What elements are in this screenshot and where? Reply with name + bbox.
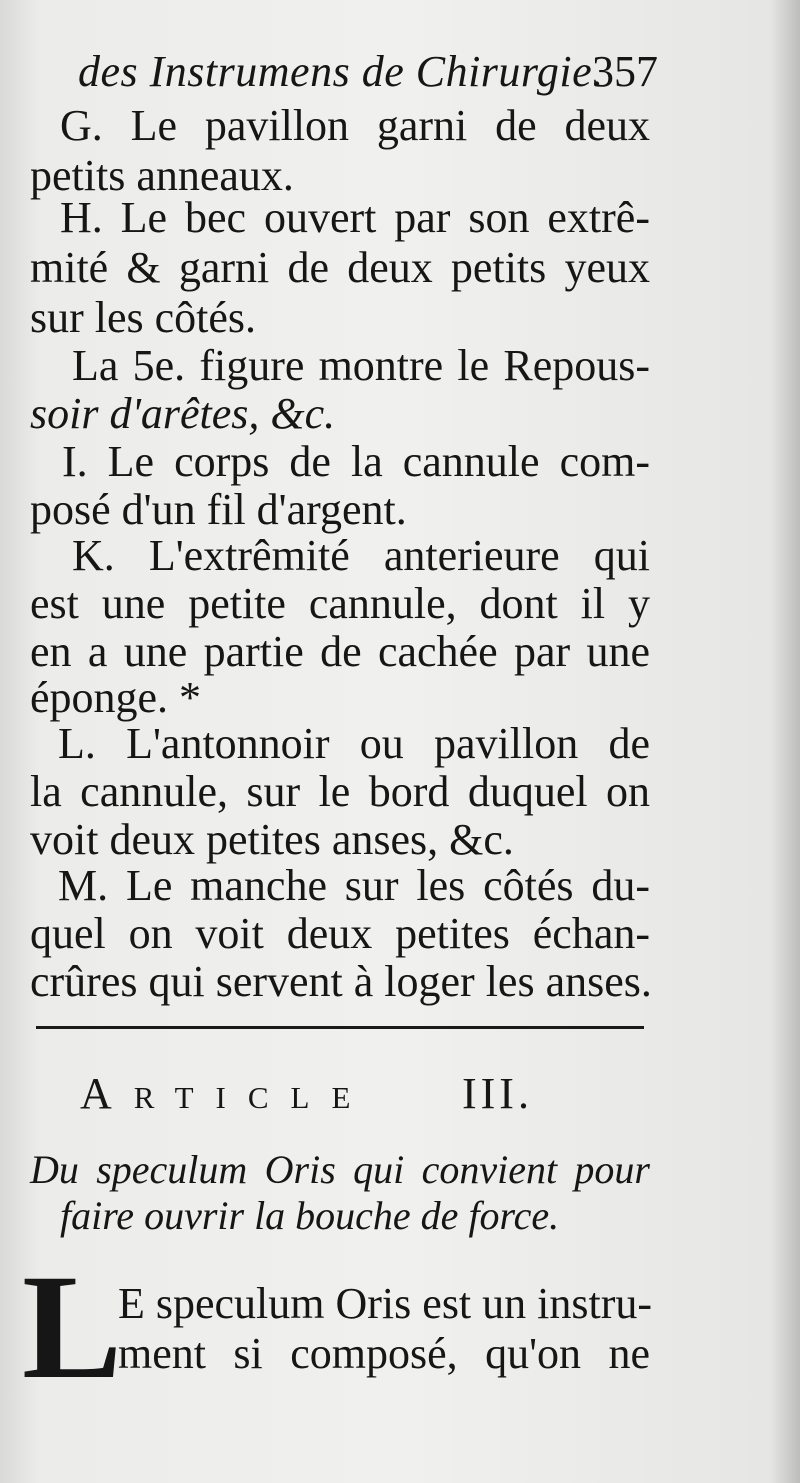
text-line: La 5e. figure montre le Repous- (72, 341, 650, 390)
page-number: 357 (592, 47, 658, 96)
text-line: petits anneaux. (30, 151, 294, 200)
text-line: soir d'arêtes, &c. (30, 389, 336, 438)
text-line: G. Le pavillon garni de deux (60, 101, 650, 150)
article-subtitle-line: faire ouvrir la bouche de force. (60, 1193, 560, 1238)
article-number: III. (462, 1069, 533, 1118)
text-line: posé d'un fil d'argent. (30, 485, 407, 534)
horizontal-rule (36, 1026, 644, 1029)
text-line: L. L'antonnoir ou pavillon de (58, 719, 650, 768)
text-line: quel on voit deux petites échan- (30, 909, 650, 958)
text-line: sur les côtés. (30, 293, 257, 342)
text-line: M. Le manche sur les côtés du- (58, 861, 650, 910)
text-line: H. Le bec ouvert par son extrê- (60, 193, 650, 242)
text-line: E speculum Oris est un instru- (118, 1279, 653, 1328)
text-line: ment si composé, qu'on ne (118, 1329, 650, 1378)
text-line: voit deux petites anses, &c. (30, 815, 514, 864)
text-line: K. L'extrêmité anterieure qui (72, 531, 650, 580)
running-title: des Instrumens de Chirurgie. (78, 47, 604, 96)
text-line: éponge. * (30, 673, 202, 722)
drop-cap: L (22, 1244, 123, 1410)
article-subtitle-line: Du speculum Oris qui convient pour (30, 1147, 650, 1192)
text-line: crûres qui servent à loger les anses. (30, 957, 652, 1006)
text-line: I. Le corps de la cannule com- (62, 437, 650, 486)
page-header (78, 44, 658, 100)
article-heading: Article (80, 1069, 373, 1118)
text-line: en a une partie de cachée par une (30, 627, 650, 676)
text-line: la cannule, sur le bord duquel on (30, 767, 650, 816)
text-line: mité & garni de deux petits yeux (30, 243, 650, 292)
text-line: est une petite cannule, dont il y (30, 579, 650, 628)
